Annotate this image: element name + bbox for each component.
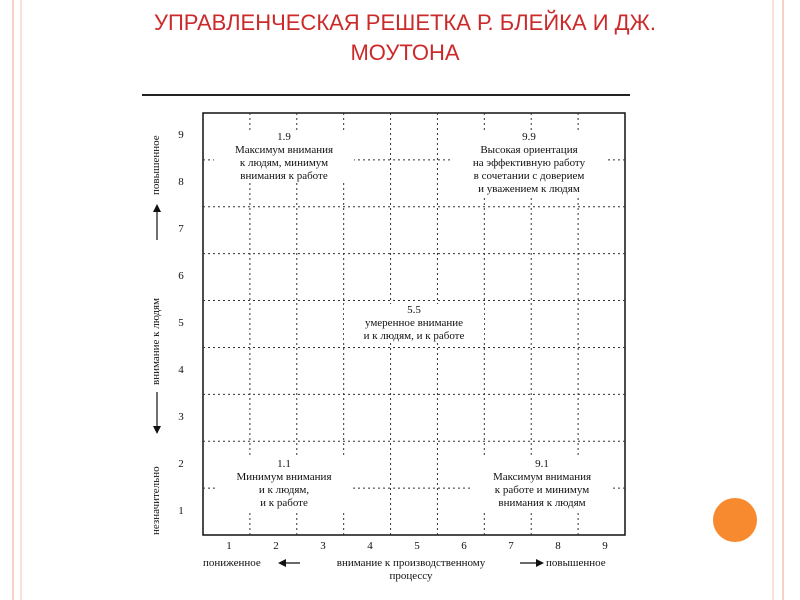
x-tick-7: 7 bbox=[508, 540, 514, 552]
style-9-1 bbox=[472, 458, 612, 510]
style-1-1-line-2: и к людям, bbox=[258, 484, 310, 496]
x-tick-6: 6 bbox=[461, 540, 467, 552]
title-line-1: УПРАВЛЕНЧЕСКАЯ РЕШЕТКА Р. БЛЕЙКА И ДЖ. bbox=[154, 10, 656, 35]
style-1-9-line-3: внимания к работе bbox=[240, 170, 328, 182]
y-tick-5: 5 bbox=[178, 317, 184, 329]
x-label-low: пониженное bbox=[203, 557, 261, 569]
y-tick-7: 7 bbox=[178, 223, 184, 235]
style-1-1 bbox=[216, 458, 352, 510]
x-tick-1: 1 bbox=[226, 540, 232, 552]
style-1-9-code: 1.9 bbox=[277, 131, 291, 143]
y-arrow-down-head bbox=[153, 426, 161, 434]
style-5-5-code: 5.5 bbox=[407, 304, 421, 316]
x-arrow-right-head bbox=[536, 559, 544, 567]
y-label-mid: внимание к людям bbox=[150, 297, 162, 385]
y-tick-2: 2 bbox=[178, 458, 184, 470]
style-9-9-code: 9.9 bbox=[522, 131, 536, 143]
style-1-9-line-2: к людям, минимум bbox=[239, 157, 329, 169]
y-tick-1: 1 bbox=[178, 505, 184, 517]
x-label-high: повышенное bbox=[546, 557, 606, 569]
style-5-5 bbox=[344, 304, 484, 343]
title-line-2: МОУТОНА bbox=[350, 40, 460, 65]
style-9-1-line-1: Максимум внимания bbox=[492, 471, 592, 483]
y-tick-9: 9 bbox=[178, 129, 184, 141]
style-1-9 bbox=[214, 131, 354, 183]
x-tick-5: 5 bbox=[414, 540, 420, 552]
x-label-mid-2: процессу bbox=[389, 570, 433, 582]
x-tick-3: 3 bbox=[320, 540, 326, 552]
style-9-9 bbox=[452, 131, 606, 196]
style-9-1-line-3: внимания к людям bbox=[498, 497, 586, 509]
style-9-9-line-1: Высокая ориентация bbox=[480, 144, 578, 156]
style-1-1-line-3: и к работе bbox=[260, 497, 308, 509]
x-tick-2: 2 bbox=[273, 540, 279, 552]
decorative-circle bbox=[713, 498, 757, 542]
y-label-high: повышенное bbox=[150, 135, 162, 195]
y-tick-3: 3 bbox=[178, 411, 184, 423]
x-tick-4: 4 bbox=[367, 540, 373, 552]
style-1-1-line-1: Минимум внимания bbox=[236, 471, 332, 483]
style-5-5-line-2: и к людям, и к работе bbox=[363, 330, 465, 342]
y-tick-4: 4 bbox=[178, 364, 184, 376]
x-arrow-left-head bbox=[278, 559, 286, 567]
style-9-9-line-2: на эффективную работу bbox=[472, 157, 586, 169]
y-tick-6: 6 bbox=[178, 270, 184, 282]
y-tick-8: 8 bbox=[178, 176, 184, 188]
x-tick-8: 8 bbox=[555, 540, 561, 552]
style-1-9-line-1: Максимум внимания bbox=[234, 144, 334, 156]
style-9-1-line-2: к работе и минимум bbox=[494, 484, 590, 496]
style-9-9-line-3: в сочетании с доверием bbox=[473, 170, 585, 182]
style-9-9-line-4: и уважением к людям bbox=[478, 183, 580, 195]
x-tick-9: 9 bbox=[602, 540, 608, 552]
y-label-low: незначительно bbox=[150, 466, 162, 535]
y-arrow-up-head bbox=[153, 204, 161, 212]
style-5-5-line-1: умеренное внимание bbox=[364, 317, 463, 329]
style-1-1-code: 1.1 bbox=[277, 458, 291, 470]
style-9-1-code: 9.1 bbox=[535, 458, 549, 470]
x-label-mid-1: внимание к производственному bbox=[336, 557, 486, 569]
